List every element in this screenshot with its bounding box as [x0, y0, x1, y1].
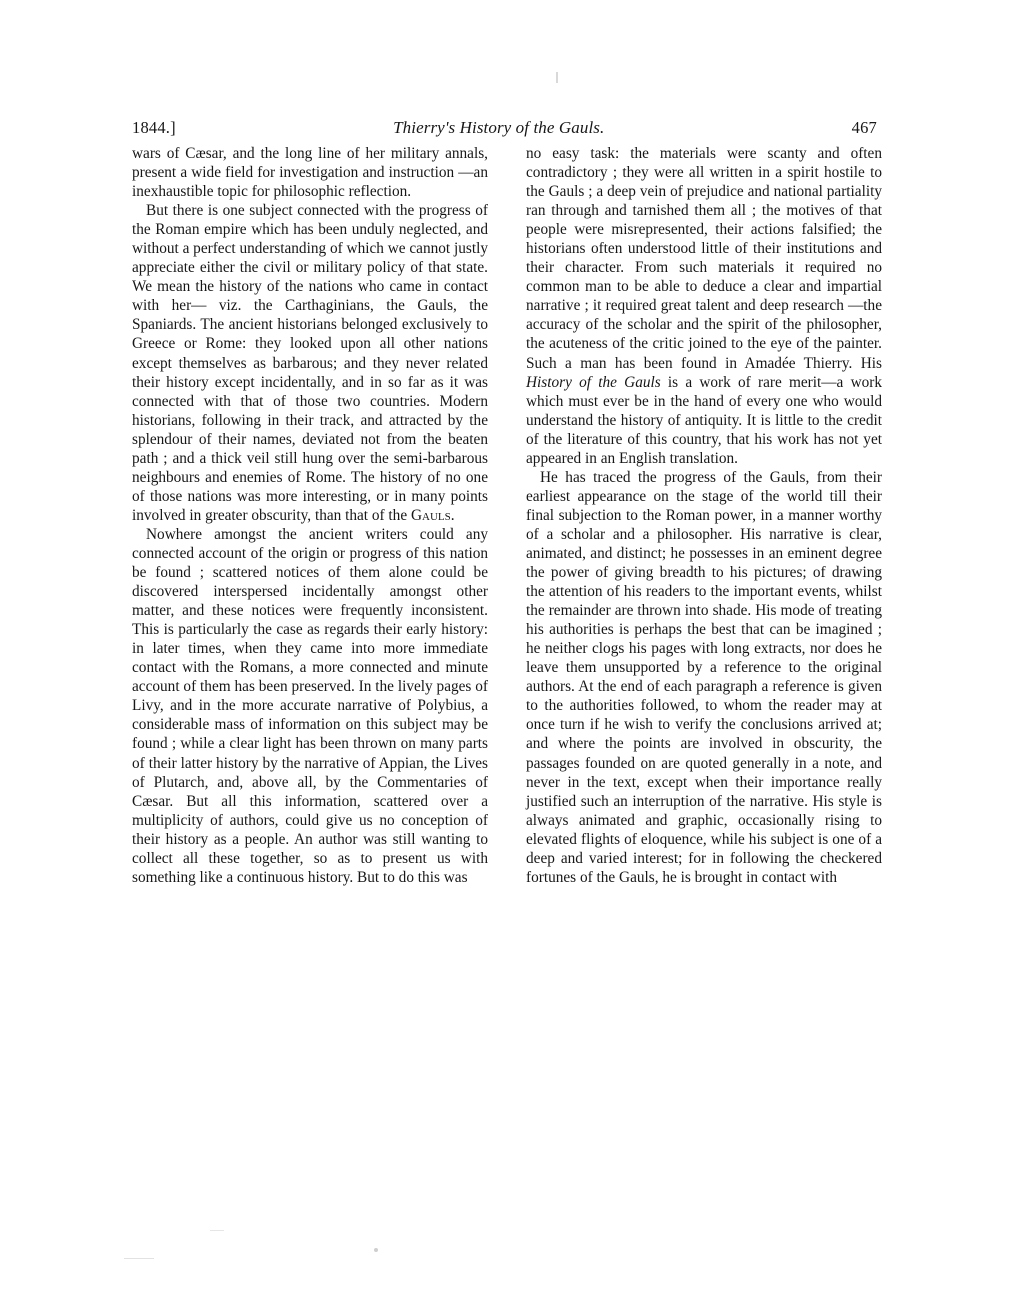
text-body: [132, 144, 882, 887]
paragraph: But there is one subject connected with the progress of the Roman empire which has been unduly neglected, and without a perfect understanding of which we cannot justly appreciate either the civil or military policy of that state. We mean the history of the nations who came in contact with her— viz. the Carthaginians, the Gauls, the Spaniards. The ancient historians belonged exclusively to Greece or Rome: they looked upon all other nations except themselves as barbarous; and they never related their history except incidentally, and in so far as it was connected with that of those two countries. Modern historians, following in their track, and attracted by the splendour of their names, deviated not from the beaten path ; and a thick veil still hung over the semi-barbarous neighbours and enemies of Rome. The history of no one of those nations was more interesting, or in many points involved in greater obscurity, than that of the Gauls.: [132, 202, 488, 524]
paragraph: He has traced the progress of the Gauls, from their earliest appearance on the stage of the world till their final subjection to the Roman power, in a manner worthy of a scholar and a philosopher. His narrative is clear, animated, and distinct; he possesses in an eminent degree the power of giving breadth to his pictures; of drawing the attention of his readers to the important events, whilst the remainder are thrown into shade. His mode of treating his authorities is perhaps the best that can be imagined ; he neither clogs his pages with long extracts, nor does he leave them unsupported by a reference to the original authors. At the end of each paragraph a reference is given to the authorities followed, to whom the reader may at once turn if he wish to verify the conclusions arrived at; and where the points are involved in obscurity, the passages founded on are quoted generally in a note, and never in the text, except when their importance really justified such an interruption of the narrative. His style is always animated and graphic, occasionally rising to elevated flights of eloquence, while his subject is one of a deep and varied interest; for in following the checkered fortunes of the Gauls, he is brought in contact with: [526, 468, 882, 886]
page-number: 467: [851, 118, 877, 137]
scan-artifact-mid: [210, 1230, 224, 1231]
header-year: 1844.]: [132, 118, 176, 137]
scan-artifact-left: [124, 1258, 154, 1259]
paragraph: Nowhere amongst the ancient writers could any connected account of the origin or progress of this nation be found ; scattered notices of them alone could be discovered interspersed incidentally amongst other matter, and these notices were frequently inconsistent. This is particularly the case as regards their early history: in later times, when they came into more immediate contact with the Romans, a more connected and minute account of them has been preserved. In the lively pages of Livy, and in the more accurate narrative of Polybius, a considerable mass of information on this subject may be found ; while a clear light has been thrown on many parts of their latter history by the narrative of Appian, the Lives of Plutarch, and, above all, by the Commentaries of Cæsar. But all this information, scattered over a multiplicity of authors, could give us no conception of their history as a people. An author was still wanting to collect all these together, so as to present us with something like a continuous history. But to do this was: [132, 525, 488, 886]
left-column: [132, 144, 488, 887]
paragraph: no easy task: the materials were scanty and often contradictory ; they were all written in a spirit hostile to the Gauls ; a deep vein of prejudice and national partiality ran through and tarnished them all ; the motives of that people were misrepresented, their actions falsified; the historians often understood little of their institutions and their character. From such materials it required no common man to be able to deduce a clear and impartial narrative ; it required great talent and deep research —the accuracy of the scholar and the spirit of the philosopher, the acuteness of the critic joined to the eye of the painter. Such a man has been found in Amadée Thierry. His History of the Gauls is a work of rare merit—a work which must ever be in the hand of every one who would understand the history of antiquity. It is little to the credit of the literature of this country, that his work has not yet appeared in an English translation.: [526, 145, 883, 467]
paragraph: wars of Cæsar, and the long line of her military annals, present a wide field for investigation and instruction —an inexhaustible topic for philosophic reflection.: [132, 145, 488, 201]
running-title: Thierry's History of the Gauls.: [393, 118, 605, 137]
small-caps-gauls: Gauls: [410, 506, 451, 524]
scan-artifact-top: [556, 72, 558, 83]
right-column: [526, 144, 882, 887]
page-header: [132, 118, 877, 140]
scan-artifact-bottom: [374, 1248, 378, 1252]
